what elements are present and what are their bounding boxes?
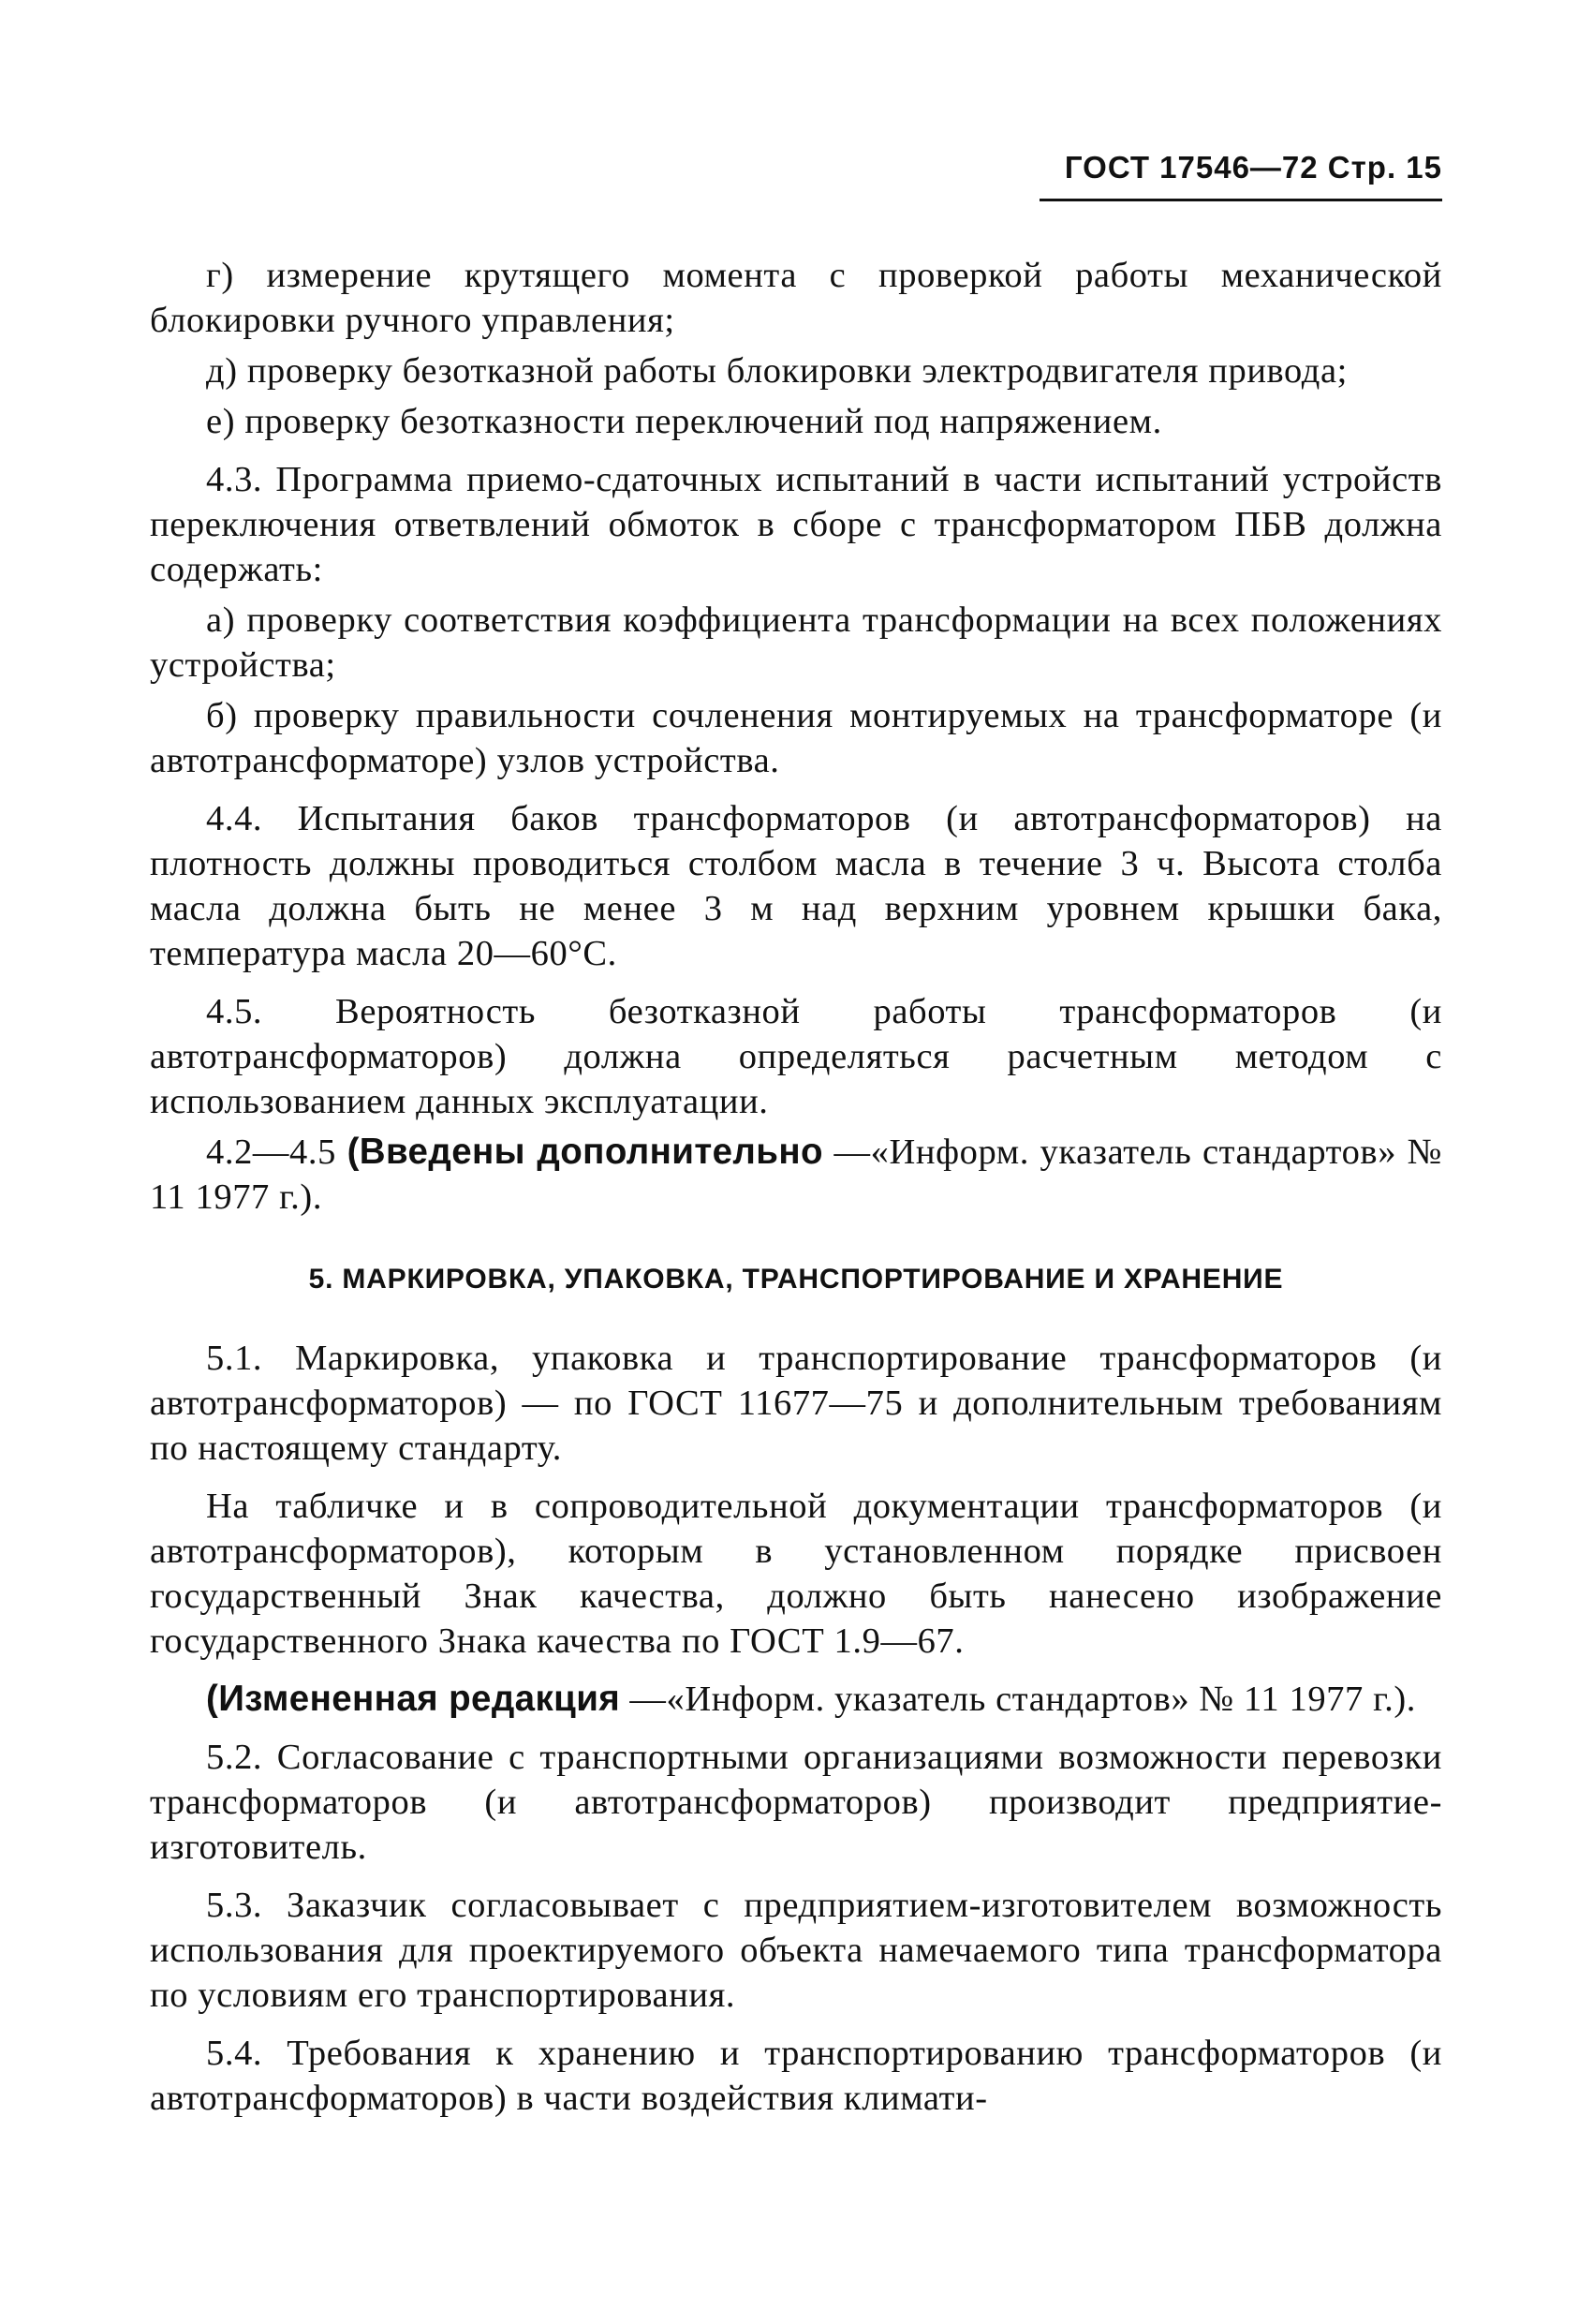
paragraph-5-3: 5.3. Заказчик согласовывает с предприятием-изготовителем возможность использования для проектируемого объекта намечаемого типа трансформатора по условиям его транспортирования. bbox=[150, 1886, 1442, 2015]
amendment-bold: (Измененная редакция bbox=[206, 1679, 621, 1719]
amendment-source: —«Информ. указатель стандартов» № 11 1977 г.). bbox=[629, 1680, 1417, 1719]
paragraph-item-b: б) проверку правильности сочленения монтируемых на трансформаторе (и автотрансформаторе) узлов устройства. bbox=[150, 696, 1442, 780]
paragraph-4-4: 4.4. Испытания баков трансформаторов (и автотрансформаторов) на плотность должны проводиться столбом масла в течение 3 ч. Высота столба масла должна быть не менее 3 м над верхним уровнем крышки бака, температура масла 20—60°С. bbox=[150, 799, 1442, 973]
section-5-heading: 5. МАРКИРОВКА, УПАКОВКА, ТРАНСПОРТИРОВАНИЕ И ХРАНЕНИЕ bbox=[308, 1264, 1284, 1295]
document-body bbox=[150, 253, 1442, 2126]
paragraph-quality-mark: На табличке и в сопроводительной документации трансформаторов (и автотрансформаторов), которым в установленном порядке присвоен государственный Знак качества, должно быть нанесено изображение государственного Знака качества по ГОСТ 1.9—67. bbox=[150, 1487, 1442, 1661]
paragraph-5-2: 5.2. Согласование с транспортными организациями возможности перевозки трансформаторов (и автотрансформаторов) производит предприятие-изготовитель. bbox=[150, 1738, 1442, 1867]
amendment-note-4 bbox=[150, 1130, 1442, 1220]
paragraph-5-1: 5.1. Маркировка, упаковка и транспортирование трансформаторов (и автотрансформаторов) — по ГОСТ 11677—75 и дополнительным требованиям по настоящему стандарту. bbox=[150, 1339, 1442, 1468]
paragraph-5-4: 5.4. Требования к хранению и транспортированию трансформаторов (и автотрансформаторов) в части воздействия климати- bbox=[150, 2034, 1442, 2118]
paragraph-4-5: 4.5. Вероятность безотказной работы трансформаторов (и автотрансформаторов) должна определяться расчетным методом с использованием данных эксплуатации. bbox=[150, 992, 1442, 1121]
paragraph-item-a: а) проверку соответствия коэффициента трансформации на всех положениях устройства; bbox=[150, 600, 1442, 685]
page-header: ГОСТ 17546—72 Стр. 15 bbox=[1064, 150, 1442, 185]
paragraph-item-e: е) проверку безотказности переключений под напряжением. bbox=[206, 402, 1162, 441]
paragraph-4-3: 4.3. Программа приемо-сдаточных испытаний в части испытаний устройств переключения ответвлений обмоток в сборе с трансформатором ПБВ должна содержать: bbox=[150, 460, 1442, 589]
amendment-number: 4.2—4.5 bbox=[206, 1132, 336, 1172]
paragraph-item-g: г) измерение крутящего момента с проверкой работы механической блокировки ручного управления; bbox=[150, 256, 1442, 340]
paragraph-item-d: д) проверку безотказной работы блокировки электродвигателя привода; bbox=[206, 351, 1348, 391]
amendment-note-5 bbox=[150, 1677, 1442, 1722]
header-rule bbox=[1040, 199, 1442, 201]
amendment-bold: (Введены дополнительно bbox=[347, 1132, 823, 1172]
amendment-source: —«Информ. указатель стандартов» № 11 1977 г.). bbox=[150, 1132, 1442, 1217]
